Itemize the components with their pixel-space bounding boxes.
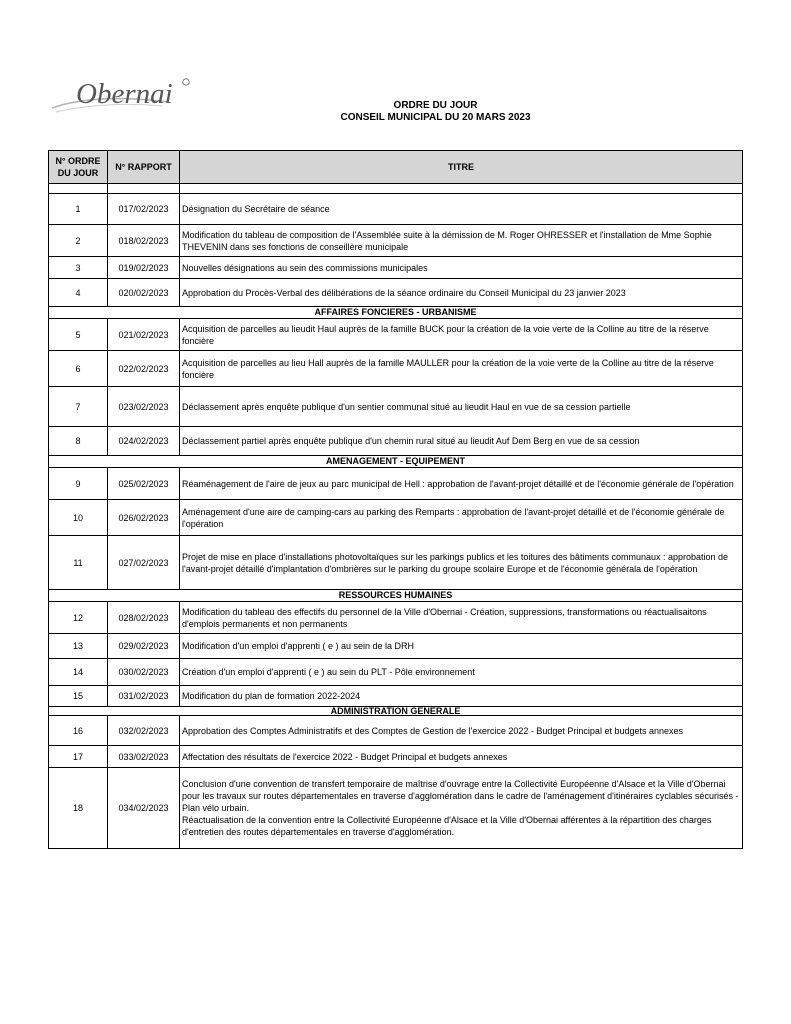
agenda-item-number: 9 <box>49 468 108 500</box>
agenda-row <box>49 225 743 257</box>
agenda-item-number: 13 <box>49 634 108 659</box>
agenda-body <box>49 184 743 849</box>
agenda-item-title: Affectation des résultats de l'exercice 2022 - Budget Principal et budgets annexes <box>180 746 743 768</box>
col-header-num-line2: DU JOUR <box>57 168 99 178</box>
agenda-row <box>49 194 743 225</box>
agenda-item-title: Projet de mise en place d'installations photovoltaïques sur les parkings publics et les toitures des bâtiments communaux : approbation de l'avant-projet détaillé d'implantation d'ombrières sur le parking du groupe scolaire Europe et de l'économie générala de l'opération <box>180 536 743 590</box>
agenda-item-title: Approbation des Comptes Administratifs et des Comptes de Gestion de l'exercice 2022 - Budget Principal et budgets annexes <box>180 716 743 746</box>
agenda-item-number: 3 <box>49 257 108 279</box>
section-title: ADMINISTRATION GENERALE <box>49 707 743 716</box>
table-header-row <box>49 151 743 184</box>
agenda-item-number: 17 <box>49 746 108 768</box>
meeting-subheading: CONSEIL MUNICIPAL DU 20 MARS 2023 <box>340 112 531 123</box>
agenda-item-number: 6 <box>49 351 108 387</box>
agenda-row <box>49 659 743 686</box>
agenda-item-title: Modification d'un emploi d'apprenti ( e ) au sein de la DRH <box>180 634 743 659</box>
agenda-item-number: 16 <box>49 716 108 746</box>
section-row <box>49 456 743 468</box>
agenda-row <box>49 716 743 746</box>
agenda-item-number: 12 <box>49 602 108 634</box>
agenda-item-title: Désignation du Secrétaire de séance <box>180 194 743 225</box>
agenda-item-title: Déclassement partiel après enquête publique d'un chemin rural situé au lieudit Auf Dem Berg en vue de sa cession <box>180 427 743 456</box>
agenda-item-title: Conclusion d'une convention de transfert temporaire de maîtrise d'ouvrage entre la Collectivité Européenne d'Alsace et la Ville d'Obernai pour les travaux sur routes départementales en traverse d'agglomération dans le cadre de l'aménagement d'itinéraires cyclables sécurisés - Plan vélo urbain. Réactualisation de la convention entre la Collectivité Européenne d'Alsace et la Ville d'Obernai afférentes à la répartition des charges d'entretien des routes départementales en traverse d'agglomération. <box>180 768 743 849</box>
report-number: 017/02/2023 <box>108 194 180 225</box>
agenda-item-number: 18 <box>49 768 108 849</box>
agenda-row <box>49 536 743 590</box>
report-number: 019/02/2023 <box>108 257 180 279</box>
section-row <box>49 307 743 319</box>
report-number: 026/02/2023 <box>108 500 180 536</box>
agenda-row <box>49 602 743 634</box>
agenda-item-title: Création d'un emploi d'apprenti ( e ) au sein du PLT - Pôle environnement <box>180 659 743 686</box>
report-number: 032/02/2023 <box>108 716 180 746</box>
agenda-item-title: Réaménagement de l'aire de jeux au parc municipal de Hell : approbation de l'avant-projet détaillé et de l'économie générale de l'opération <box>180 468 743 500</box>
col-header-num-line1: N° ORDRE <box>55 156 101 166</box>
report-number: 022/02/2023 <box>108 351 180 387</box>
section-row <box>49 590 743 602</box>
col-header-titre: TITRE <box>180 151 743 184</box>
agenda-item-title: Acquisition de parcelles au lieudit Haul auprès de la famille BUCK pour la création de la voie verte de la Colline au titre de la réserve foncière <box>180 319 743 351</box>
agenda-item-number: 15 <box>49 686 108 707</box>
agenda-item-title: Aménagement d'une aire de camping-cars au parking des Remparts : approbation de l'avant-projet détaillé et de l'économie générale de l'opération <box>180 500 743 536</box>
spacer-row <box>49 184 743 194</box>
section-title: AFFAIRES FONCIERES - URBANISME <box>49 307 743 319</box>
agenda-row <box>49 500 743 536</box>
report-number: 025/02/2023 <box>108 468 180 500</box>
agenda-item-title: Modification du tableau des effectifs du personnel de la Ville d'Obernai - Création, suppressions, transformations ou réactualisaitons d'emplois permanents et non permanents <box>180 602 743 634</box>
report-number: 033/02/2023 <box>108 746 180 768</box>
agenda-item-number: 1 <box>49 194 108 225</box>
agenda-item-title: Modification du plan de formation 2022-2024 <box>180 686 743 707</box>
agenda-row <box>49 351 743 387</box>
report-number: 029/02/2023 <box>108 634 180 659</box>
agenda-row <box>49 319 743 351</box>
agenda-item-number: 10 <box>49 500 108 536</box>
agenda-row <box>49 634 743 659</box>
col-header-rapport: N° RAPPORT <box>108 151 180 184</box>
agenda-item-number: 7 <box>49 387 108 427</box>
agenda-item-number: 2 <box>49 225 108 257</box>
report-number: 034/02/2023 <box>108 768 180 849</box>
report-number: 031/02/2023 <box>108 686 180 707</box>
report-number: 021/02/2023 <box>108 319 180 351</box>
agenda-item-number: 4 <box>49 279 108 307</box>
col-header-num <box>49 151 108 184</box>
section-title: RESSOURCES HUMAINES <box>49 590 743 602</box>
agenda-item-title: Acquisition de parcelles au lieu Hall auprès de la famille MAULLER pour la création de la voie verte de la Colline au titre de la réserve foncière <box>180 351 743 387</box>
report-number: 018/02/2023 <box>108 225 180 257</box>
agenda-item-title: Nouvelles désignations au sein des commissions municipales <box>180 257 743 279</box>
agenda-row <box>49 427 743 456</box>
report-number: 028/02/2023 <box>108 602 180 634</box>
agenda-row <box>49 768 743 849</box>
agenda-row <box>49 468 743 500</box>
agenda-table <box>48 150 743 849</box>
agenda-item-title: Approbation du Procès-Verbal des délibérations de la séance ordinaire du Conseil Municipal du 23 janvier 2023 <box>180 279 743 307</box>
report-number: 023/02/2023 <box>108 387 180 427</box>
section-title: AMENAGEMENT - EQUIPEMENT <box>49 456 743 468</box>
agenda-item-title: Modification du tableau de composition de l'Assemblée suite à la démission de M. Roger OHRESSER et l'installation de Mme Sophie THEVENIN dans ses fonctions de conseillère municipale <box>180 225 743 257</box>
agenda-item-number: 14 <box>49 659 108 686</box>
section-row <box>49 707 743 716</box>
agenda-row <box>49 387 743 427</box>
agenda-item-title: Déclassement après enquête publique d'un sentier communal situé au lieudit Haul en vue de sa cession partielle <box>180 387 743 427</box>
report-number: 024/02/2023 <box>108 427 180 456</box>
agenda-item-number: 5 <box>49 319 108 351</box>
agenda-row <box>49 686 743 707</box>
report-number: 027/02/2023 <box>108 536 180 590</box>
report-number: 030/02/2023 <box>108 659 180 686</box>
agenda-heading: ORDRE DU JOUR <box>393 100 478 111</box>
report-number: 020/02/2023 <box>108 279 180 307</box>
agenda-row <box>49 746 743 768</box>
agenda-row <box>49 279 743 307</box>
agenda-row <box>49 257 743 279</box>
agenda-item-number: 11 <box>49 536 108 590</box>
agenda-item-number: 8 <box>49 427 108 456</box>
svg-text:Obernai: Obernai <box>76 78 173 110</box>
